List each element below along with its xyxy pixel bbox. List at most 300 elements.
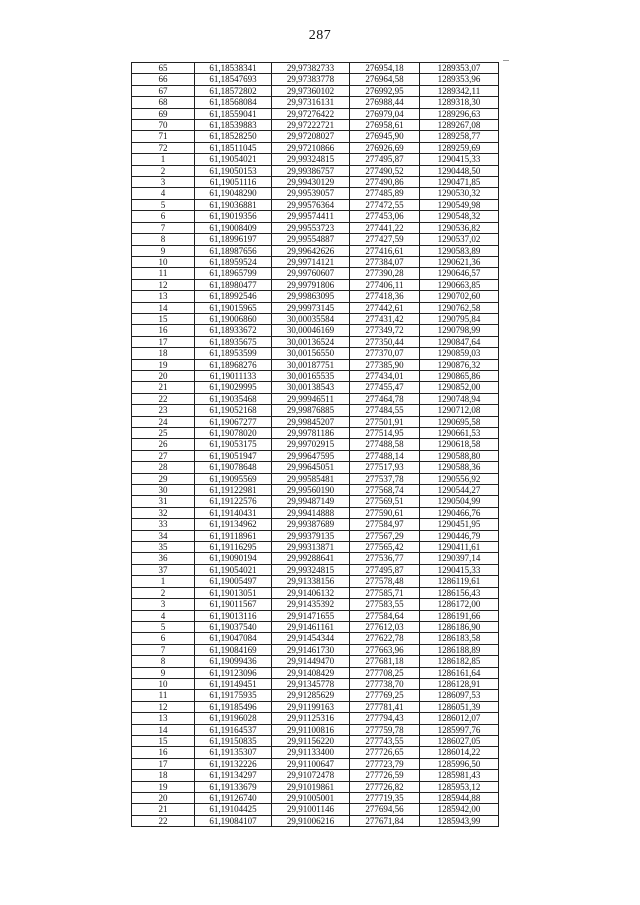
coord-x-cell: 277568,74 bbox=[350, 485, 420, 496]
latitude-cell: 61,18559041 bbox=[195, 108, 272, 119]
coord-x-cell: 277708,25 bbox=[350, 667, 420, 678]
table-row bbox=[132, 120, 499, 131]
longitude-cell: 30,00136524 bbox=[272, 336, 350, 347]
point-number-cell: 18 bbox=[132, 348, 195, 359]
longitude-cell: 29,91338156 bbox=[272, 576, 350, 587]
coord-x-cell: 277565,42 bbox=[350, 542, 420, 553]
coord-x-cell: 277723,79 bbox=[350, 758, 420, 769]
longitude-cell: 29,91449470 bbox=[272, 656, 350, 667]
point-number-cell: 7 bbox=[132, 644, 195, 655]
table-row bbox=[132, 336, 499, 347]
coord-y-cell: 1286188,89 bbox=[420, 644, 499, 655]
table-row bbox=[132, 701, 499, 712]
point-number-cell: 5 bbox=[132, 621, 195, 632]
latitude-cell: 61,19123096 bbox=[195, 667, 272, 678]
longitude-cell: 29,99554887 bbox=[272, 234, 350, 245]
point-number-cell: 31 bbox=[132, 496, 195, 507]
longitude-cell: 29,91461730 bbox=[272, 644, 350, 655]
latitude-cell: 61,18538341 bbox=[195, 63, 272, 74]
point-number-cell: 17 bbox=[132, 758, 195, 769]
latitude-cell: 61,19054021 bbox=[195, 154, 272, 165]
coord-y-cell: 1289318,30 bbox=[420, 97, 499, 108]
coord-x-cell: 277390,28 bbox=[350, 268, 420, 279]
coord-x-cell: 277431,42 bbox=[350, 313, 420, 324]
latitude-cell: 61,19095569 bbox=[195, 473, 272, 484]
longitude-cell: 30,00035584 bbox=[272, 313, 350, 324]
latitude-cell: 61,19090194 bbox=[195, 553, 272, 564]
table-row bbox=[132, 553, 499, 564]
longitude-cell: 29,99973145 bbox=[272, 302, 350, 313]
coord-x-cell: 276945,90 bbox=[350, 131, 420, 142]
latitude-cell: 61,19054021 bbox=[195, 564, 272, 575]
longitude-cell: 29,91019861 bbox=[272, 781, 350, 792]
longitude-cell: 29,99647595 bbox=[272, 450, 350, 461]
longitude-cell: 29,99585481 bbox=[272, 473, 350, 484]
point-number-cell: 9 bbox=[132, 245, 195, 256]
point-number-cell: 16 bbox=[132, 325, 195, 336]
point-number-cell: 24 bbox=[132, 416, 195, 427]
longitude-cell: 29,91001146 bbox=[272, 804, 350, 815]
latitude-cell: 61,19150835 bbox=[195, 735, 272, 746]
coord-x-cell: 276954,18 bbox=[350, 63, 420, 74]
table-row bbox=[132, 325, 499, 336]
longitude-cell: 29,99324815 bbox=[272, 564, 350, 575]
latitude-cell: 61,19035468 bbox=[195, 393, 272, 404]
table-row bbox=[132, 644, 499, 655]
longitude-cell: 29,91156220 bbox=[272, 735, 350, 746]
latitude-cell: 61,19116295 bbox=[195, 542, 272, 553]
coord-x-cell: 276979,04 bbox=[350, 108, 420, 119]
coord-y-cell: 1290583,89 bbox=[420, 245, 499, 256]
coord-y-cell: 1290859,03 bbox=[420, 348, 499, 359]
longitude-cell: 29,91100647 bbox=[272, 758, 350, 769]
coord-y-cell: 1290448,50 bbox=[420, 165, 499, 176]
point-number-cell: 12 bbox=[132, 701, 195, 712]
point-number-cell: 66 bbox=[132, 74, 195, 85]
coord-y-cell: 1290446,79 bbox=[420, 530, 499, 541]
point-number-cell: 8 bbox=[132, 656, 195, 667]
coord-x-cell: 277769,25 bbox=[350, 690, 420, 701]
coord-y-cell: 1290415,33 bbox=[420, 564, 499, 575]
coord-y-cell: 1289296,63 bbox=[420, 108, 499, 119]
table-row bbox=[132, 165, 499, 176]
point-number-cell: 6 bbox=[132, 211, 195, 222]
latitude-cell: 61,19036881 bbox=[195, 199, 272, 210]
coord-y-cell: 1285942,00 bbox=[420, 804, 499, 815]
coord-y-cell: 1290411,61 bbox=[420, 542, 499, 553]
coord-x-cell: 277418,36 bbox=[350, 291, 420, 302]
coord-x-cell: 277453,06 bbox=[350, 211, 420, 222]
longitude-cell: 29,91408429 bbox=[272, 667, 350, 678]
point-number-cell: 2 bbox=[132, 587, 195, 598]
latitude-cell: 61,19164537 bbox=[195, 724, 272, 735]
table-row bbox=[132, 177, 499, 188]
coord-y-cell: 1290397,14 bbox=[420, 553, 499, 564]
coord-y-cell: 1289267,08 bbox=[420, 120, 499, 131]
latitude-cell: 61,18992546 bbox=[195, 291, 272, 302]
coord-y-cell: 1290852,00 bbox=[420, 382, 499, 393]
longitude-cell: 29,91454344 bbox=[272, 633, 350, 644]
table-row bbox=[132, 542, 499, 553]
coord-y-cell: 1285996,50 bbox=[420, 758, 499, 769]
coord-x-cell: 277578,48 bbox=[350, 576, 420, 587]
point-number-cell: 19 bbox=[132, 781, 195, 792]
point-number-cell: 4 bbox=[132, 610, 195, 621]
coord-y-cell: 1290865,86 bbox=[420, 370, 499, 381]
coord-x-cell: 276926,69 bbox=[350, 142, 420, 153]
longitude-cell: 29,99313871 bbox=[272, 542, 350, 553]
coord-y-cell: 1290588,80 bbox=[420, 450, 499, 461]
point-number-cell: 22 bbox=[132, 815, 195, 826]
latitude-cell: 61,18980477 bbox=[195, 279, 272, 290]
longitude-cell: 29,99576364 bbox=[272, 199, 350, 210]
table-row bbox=[132, 313, 499, 324]
table-row bbox=[132, 747, 499, 758]
point-number-cell: 19 bbox=[132, 359, 195, 370]
table-row bbox=[132, 359, 499, 370]
corner-mark bbox=[503, 60, 509, 61]
point-number-cell: 65 bbox=[132, 63, 195, 74]
coord-x-cell: 277584,64 bbox=[350, 610, 420, 621]
table-row bbox=[132, 793, 499, 804]
table-row bbox=[132, 74, 499, 85]
table-row bbox=[132, 428, 499, 439]
table-row bbox=[132, 97, 499, 108]
coord-y-cell: 1286172,00 bbox=[420, 599, 499, 610]
coord-x-cell: 277434,01 bbox=[350, 370, 420, 381]
coord-y-cell: 1286027,05 bbox=[420, 735, 499, 746]
latitude-cell: 61,19126740 bbox=[195, 793, 272, 804]
longitude-cell: 29,97360102 bbox=[272, 85, 350, 96]
latitude-cell: 61,18965799 bbox=[195, 268, 272, 279]
table-row bbox=[132, 131, 499, 142]
longitude-cell: 29,99863095 bbox=[272, 291, 350, 302]
longitude-cell: 29,91345778 bbox=[272, 678, 350, 689]
longitude-cell: 30,00187751 bbox=[272, 359, 350, 370]
point-number-cell: 37 bbox=[132, 564, 195, 575]
latitude-cell: 61,18568084 bbox=[195, 97, 272, 108]
page-number: 287 bbox=[308, 28, 332, 43]
coord-y-cell: 1290795,84 bbox=[420, 313, 499, 324]
coord-y-cell: 1286156,43 bbox=[420, 587, 499, 598]
point-number-cell: 72 bbox=[132, 142, 195, 153]
table-row bbox=[132, 85, 499, 96]
latitude-cell: 61,19051947 bbox=[195, 450, 272, 461]
latitude-cell: 61,19005497 bbox=[195, 576, 272, 587]
longitude-cell: 29,99876885 bbox=[272, 405, 350, 416]
table-row bbox=[132, 576, 499, 587]
coord-x-cell: 277514,95 bbox=[350, 428, 420, 439]
latitude-cell: 61,19134962 bbox=[195, 519, 272, 530]
latitude-cell: 61,19118961 bbox=[195, 530, 272, 541]
coord-y-cell: 1289353,96 bbox=[420, 74, 499, 85]
point-number-cell: 16 bbox=[132, 747, 195, 758]
latitude-cell: 61,19134297 bbox=[195, 770, 272, 781]
coordinates-table-body bbox=[132, 63, 499, 827]
point-number-cell: 30 bbox=[132, 485, 195, 496]
point-number-cell: 18 bbox=[132, 770, 195, 781]
coord-x-cell: 277427,59 bbox=[350, 234, 420, 245]
table-row bbox=[132, 610, 499, 621]
coord-y-cell: 1290544,27 bbox=[420, 485, 499, 496]
coord-x-cell: 277681,18 bbox=[350, 656, 420, 667]
latitude-cell: 61,19196028 bbox=[195, 713, 272, 724]
point-number-cell: 35 bbox=[132, 542, 195, 553]
latitude-cell: 61,19084107 bbox=[195, 815, 272, 826]
coord-y-cell: 1290530,32 bbox=[420, 188, 499, 199]
latitude-cell: 61,18953599 bbox=[195, 348, 272, 359]
latitude-cell: 61,19011567 bbox=[195, 599, 272, 610]
coord-y-cell: 1290471,85 bbox=[420, 177, 499, 188]
coord-x-cell: 276992,95 bbox=[350, 85, 420, 96]
coord-y-cell: 1285944,88 bbox=[420, 793, 499, 804]
latitude-cell: 61,19037540 bbox=[195, 621, 272, 632]
coord-x-cell: 277495,87 bbox=[350, 564, 420, 575]
coord-x-cell: 277726,65 bbox=[350, 747, 420, 758]
point-number-cell: 68 bbox=[132, 97, 195, 108]
longitude-cell: 29,91435392 bbox=[272, 599, 350, 610]
coord-x-cell: 277671,84 bbox=[350, 815, 420, 826]
longitude-cell: 29,91125316 bbox=[272, 713, 350, 724]
coord-y-cell: 1285997,76 bbox=[420, 724, 499, 735]
longitude-cell: 29,99714121 bbox=[272, 256, 350, 267]
coord-x-cell: 277536,77 bbox=[350, 553, 420, 564]
latitude-cell: 61,19084169 bbox=[195, 644, 272, 655]
coord-y-cell: 1290466,76 bbox=[420, 507, 499, 518]
longitude-cell: 29,99645051 bbox=[272, 462, 350, 473]
longitude-cell: 29,91006216 bbox=[272, 815, 350, 826]
coord-y-cell: 1289259,69 bbox=[420, 142, 499, 153]
table-row bbox=[132, 530, 499, 541]
coord-y-cell: 1286182,85 bbox=[420, 656, 499, 667]
coord-x-cell: 277584,97 bbox=[350, 519, 420, 530]
latitude-cell: 61,18935675 bbox=[195, 336, 272, 347]
latitude-cell: 61,19175935 bbox=[195, 690, 272, 701]
latitude-cell: 61,18511045 bbox=[195, 142, 272, 153]
table-row bbox=[132, 245, 499, 256]
table-row bbox=[132, 234, 499, 245]
table-row bbox=[132, 393, 499, 404]
coord-y-cell: 1286097,53 bbox=[420, 690, 499, 701]
table-row bbox=[132, 656, 499, 667]
coord-x-cell: 277385,90 bbox=[350, 359, 420, 370]
longitude-cell: 29,99386757 bbox=[272, 165, 350, 176]
coord-x-cell: 277622,78 bbox=[350, 633, 420, 644]
coord-y-cell: 1290556,92 bbox=[420, 473, 499, 484]
coord-y-cell: 1290504,99 bbox=[420, 496, 499, 507]
latitude-cell: 61,18987656 bbox=[195, 245, 272, 256]
coord-x-cell: 277441,22 bbox=[350, 222, 420, 233]
coord-x-cell: 277567,29 bbox=[350, 530, 420, 541]
latitude-cell: 61,19006860 bbox=[195, 313, 272, 324]
table-row bbox=[132, 222, 499, 233]
latitude-cell: 61,19078648 bbox=[195, 462, 272, 473]
table-row bbox=[132, 279, 499, 290]
longitude-cell: 29,91133400 bbox=[272, 747, 350, 758]
coord-x-cell: 277490,52 bbox=[350, 165, 420, 176]
coord-x-cell: 277663,96 bbox=[350, 644, 420, 655]
latitude-cell: 61,19099436 bbox=[195, 656, 272, 667]
point-number-cell: 10 bbox=[132, 678, 195, 689]
coord-x-cell: 277590,61 bbox=[350, 507, 420, 518]
table-row bbox=[132, 370, 499, 381]
latitude-cell: 61,19149451 bbox=[195, 678, 272, 689]
table-row bbox=[132, 291, 499, 302]
coord-x-cell: 277738,70 bbox=[350, 678, 420, 689]
latitude-cell: 61,18572802 bbox=[195, 85, 272, 96]
point-number-cell: 13 bbox=[132, 713, 195, 724]
longitude-cell: 30,00046169 bbox=[272, 325, 350, 336]
coord-x-cell: 277726,59 bbox=[350, 770, 420, 781]
coord-y-cell: 1290661,53 bbox=[420, 428, 499, 439]
point-number-cell: 11 bbox=[132, 690, 195, 701]
coord-x-cell: 277759,78 bbox=[350, 724, 420, 735]
coord-y-cell: 1290588,36 bbox=[420, 462, 499, 473]
coord-x-cell: 277370,07 bbox=[350, 348, 420, 359]
table-row bbox=[132, 758, 499, 769]
latitude-cell: 61,19078020 bbox=[195, 428, 272, 439]
point-number-cell: 8 bbox=[132, 234, 195, 245]
longitude-cell: 29,99760607 bbox=[272, 268, 350, 279]
longitude-cell: 29,91072478 bbox=[272, 770, 350, 781]
point-number-cell: 20 bbox=[132, 370, 195, 381]
point-number-cell: 5 bbox=[132, 199, 195, 210]
coord-y-cell: 1286186,90 bbox=[420, 621, 499, 632]
coord-y-cell: 1290646,57 bbox=[420, 268, 499, 279]
coord-x-cell: 277490,86 bbox=[350, 177, 420, 188]
coord-y-cell: 1290618,58 bbox=[420, 439, 499, 450]
latitude-cell: 61,19132226 bbox=[195, 758, 272, 769]
latitude-cell: 61,19019356 bbox=[195, 211, 272, 222]
latitude-cell: 61,18539883 bbox=[195, 120, 272, 131]
point-number-cell: 14 bbox=[132, 302, 195, 313]
longitude-cell: 29,99387689 bbox=[272, 519, 350, 530]
table-row bbox=[132, 268, 499, 279]
coord-x-cell: 277743,55 bbox=[350, 735, 420, 746]
coord-x-cell: 277484,55 bbox=[350, 405, 420, 416]
table-row bbox=[132, 770, 499, 781]
coord-x-cell: 277501,91 bbox=[350, 416, 420, 427]
table-row bbox=[132, 302, 499, 313]
coord-x-cell: 277472,55 bbox=[350, 199, 420, 210]
coord-y-cell: 1289258,77 bbox=[420, 131, 499, 142]
coord-y-cell: 1290847,64 bbox=[420, 336, 499, 347]
table-row bbox=[132, 485, 499, 496]
latitude-cell: 61,19135307 bbox=[195, 747, 272, 758]
point-number-cell: 23 bbox=[132, 405, 195, 416]
point-number-cell: 21 bbox=[132, 804, 195, 815]
longitude-cell: 29,91199163 bbox=[272, 701, 350, 712]
latitude-cell: 61,19140431 bbox=[195, 507, 272, 518]
latitude-cell: 61,19185496 bbox=[195, 701, 272, 712]
coord-x-cell: 276964,58 bbox=[350, 74, 420, 85]
point-number-cell: 7 bbox=[132, 222, 195, 233]
table-row bbox=[132, 63, 499, 74]
coord-x-cell: 277569,51 bbox=[350, 496, 420, 507]
table-row bbox=[132, 382, 499, 393]
point-number-cell: 22 bbox=[132, 393, 195, 404]
coord-x-cell: 277517,93 bbox=[350, 462, 420, 473]
coord-y-cell: 1290695,58 bbox=[420, 416, 499, 427]
table-row bbox=[132, 188, 499, 199]
coord-x-cell: 277794,43 bbox=[350, 713, 420, 724]
table-row bbox=[132, 667, 499, 678]
table-row bbox=[132, 439, 499, 450]
point-number-cell: 27 bbox=[132, 450, 195, 461]
coord-y-cell: 1286128,91 bbox=[420, 678, 499, 689]
coordinates-table bbox=[131, 62, 499, 827]
table-row bbox=[132, 507, 499, 518]
point-number-cell: 11 bbox=[132, 268, 195, 279]
longitude-cell: 29,97210866 bbox=[272, 142, 350, 153]
point-number-cell: 6 bbox=[132, 633, 195, 644]
coord-x-cell: 277537,78 bbox=[350, 473, 420, 484]
coord-y-cell: 1290537,02 bbox=[420, 234, 499, 245]
longitude-cell: 29,99946511 bbox=[272, 393, 350, 404]
table-row bbox=[132, 154, 499, 165]
coord-x-cell: 277349,72 bbox=[350, 325, 420, 336]
latitude-cell: 61,19050153 bbox=[195, 165, 272, 176]
coord-x-cell: 277350,44 bbox=[350, 336, 420, 347]
longitude-cell: 29,99560190 bbox=[272, 485, 350, 496]
longitude-cell: 29,99781186 bbox=[272, 428, 350, 439]
coord-x-cell: 277694,56 bbox=[350, 804, 420, 815]
coord-x-cell: 277495,87 bbox=[350, 154, 420, 165]
coord-y-cell: 1290536,82 bbox=[420, 222, 499, 233]
longitude-cell: 29,99845207 bbox=[272, 416, 350, 427]
coord-y-cell: 1290451,95 bbox=[420, 519, 499, 530]
coord-y-cell: 1289353,07 bbox=[420, 63, 499, 74]
point-number-cell: 3 bbox=[132, 177, 195, 188]
table-row bbox=[132, 450, 499, 461]
coord-x-cell: 277406,11 bbox=[350, 279, 420, 290]
table-row bbox=[132, 564, 499, 575]
table-row bbox=[132, 724, 499, 735]
latitude-cell: 61,19011133 bbox=[195, 370, 272, 381]
point-number-cell: 32 bbox=[132, 507, 195, 518]
table-row bbox=[132, 713, 499, 724]
coord-x-cell: 277416,61 bbox=[350, 245, 420, 256]
point-number-cell: 2 bbox=[132, 165, 195, 176]
table-row bbox=[132, 781, 499, 792]
longitude-cell: 29,99642626 bbox=[272, 245, 350, 256]
coord-y-cell: 1290548,32 bbox=[420, 211, 499, 222]
latitude-cell: 61,18547693 bbox=[195, 74, 272, 85]
latitude-cell: 61,19122981 bbox=[195, 485, 272, 496]
point-number-cell: 34 bbox=[132, 530, 195, 541]
coord-x-cell: 277726,82 bbox=[350, 781, 420, 792]
coord-x-cell: 277612,03 bbox=[350, 621, 420, 632]
latitude-cell: 61,19051116 bbox=[195, 177, 272, 188]
coord-y-cell: 1290748,94 bbox=[420, 393, 499, 404]
coord-y-cell: 1290549,98 bbox=[420, 199, 499, 210]
coord-x-cell: 277585,71 bbox=[350, 587, 420, 598]
longitude-cell: 29,91285629 bbox=[272, 690, 350, 701]
table-row bbox=[132, 348, 499, 359]
longitude-cell: 29,97382733 bbox=[272, 63, 350, 74]
longitude-cell: 29,97276422 bbox=[272, 108, 350, 119]
longitude-cell: 29,99288641 bbox=[272, 553, 350, 564]
latitude-cell: 61,19013116 bbox=[195, 610, 272, 621]
table-row bbox=[132, 735, 499, 746]
longitude-cell: 29,99702915 bbox=[272, 439, 350, 450]
longitude-cell: 29,91005001 bbox=[272, 793, 350, 804]
point-number-cell: 3 bbox=[132, 599, 195, 610]
point-number-cell: 21 bbox=[132, 382, 195, 393]
table-row bbox=[132, 633, 499, 644]
latitude-cell: 61,19067277 bbox=[195, 416, 272, 427]
coord-y-cell: 1290702,60 bbox=[420, 291, 499, 302]
